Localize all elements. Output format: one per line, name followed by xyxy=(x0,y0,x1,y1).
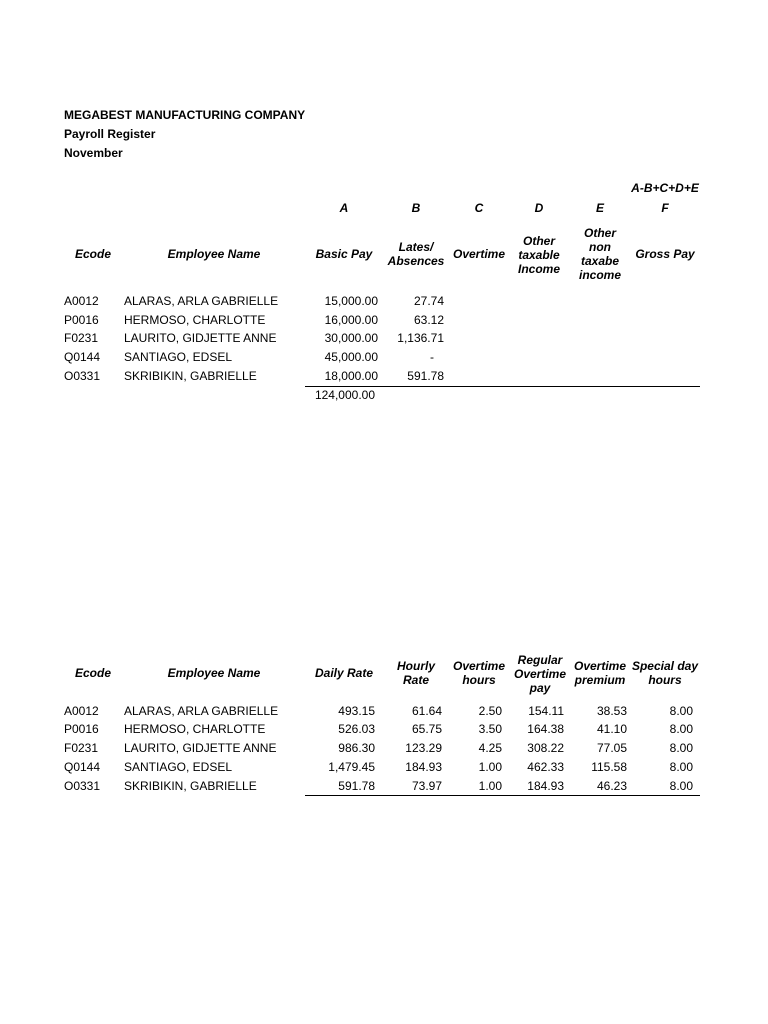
employee-name-cell: SKRIBIKIN, GABRIELLE xyxy=(124,779,257,793)
overtime-hours-cell: 1.00 xyxy=(478,779,502,793)
ecode-cell: Q0144 xyxy=(64,760,101,774)
special-day-hours-cell: 8.00 xyxy=(669,779,693,793)
hourly-rate-cell: 184.93 xyxy=(405,760,442,774)
basic-pay-cell: 18,000.00 xyxy=(324,369,378,383)
regular-overtime-pay-cell: 164.38 xyxy=(527,722,564,736)
total-basic-pay: 124,000.00 xyxy=(314,388,375,402)
overtime-premium-cell: 38.53 xyxy=(596,704,627,718)
header-gross-pay: Gross Pay xyxy=(635,247,695,261)
header2-employee-name: Employee Name xyxy=(167,666,261,680)
report-title: Payroll Register xyxy=(64,127,156,141)
basic-pay-cell: 16,000.00 xyxy=(324,313,378,327)
overtime-hours-cell: 4.25 xyxy=(478,741,502,755)
regular-overtime-pay-cell: 154.11 xyxy=(528,704,564,718)
header2-special-day-hours: Special day hours xyxy=(631,659,699,687)
overtime-premium-cell: 115.58 xyxy=(591,760,627,774)
ecode-cell: A0012 xyxy=(64,704,99,718)
special-day-hours-cell: 8.00 xyxy=(669,722,693,736)
company-name: MEGABEST MANUFACTURING COMPANY xyxy=(64,108,306,122)
regular-overtime-pay-cell: 308.22 xyxy=(527,741,564,755)
header-lates-absences: Lates/ Absences xyxy=(387,240,445,268)
ecode-cell: O0331 xyxy=(64,369,101,383)
special-day-hours-cell: 8.00 xyxy=(669,741,693,755)
daily-rate-cell: 1,479.45 xyxy=(328,760,375,774)
ecode-cell: A0012 xyxy=(64,294,99,308)
daily-rate-cell: 591.78 xyxy=(338,779,375,793)
daily-rate-cell: 493.15 xyxy=(338,704,375,718)
hourly-rate-cell: 73.97 xyxy=(411,779,442,793)
col-letter-b: B xyxy=(411,201,421,215)
employee-name-cell: LAURITO, GIDJETTE ANNE xyxy=(124,331,277,345)
header-employee-name: Employee Name xyxy=(167,247,261,261)
overtime-premium-cell: 77.05 xyxy=(596,741,627,755)
ecode-cell: P0016 xyxy=(64,722,99,736)
employee-name-cell: SKRIBIKIN, GABRIELLE xyxy=(124,369,257,383)
ecode-cell: F0231 xyxy=(64,741,99,755)
col-letter-e: E xyxy=(595,201,605,215)
ecode-cell: Q0144 xyxy=(64,350,101,364)
regular-overtime-pay-cell: 462.33 xyxy=(527,760,564,774)
header2-ecode: Ecode xyxy=(74,666,112,680)
regular-overtime-pay-cell: 184.93 xyxy=(527,779,564,793)
header-other-taxable-income: Other taxable Income xyxy=(517,234,561,276)
employee-name-cell: ALARAS, ARLA GABRIELLE xyxy=(124,294,279,308)
col-letter-a: A xyxy=(339,201,349,215)
overtime-premium-cell: 41.10 xyxy=(596,722,627,736)
table2-bottom-rule xyxy=(305,795,700,796)
header-other-nontaxable-income: Other non taxabe income xyxy=(578,226,622,282)
header2-regular-overtime-pay: Regular Overtime pay xyxy=(513,653,567,695)
header2-overtime-hours: Overtime hours xyxy=(452,659,506,687)
basic-pay-cell: 30,000.00 xyxy=(324,331,378,345)
header2-hourly-rate: Hourly Rate xyxy=(396,659,436,687)
special-day-hours-cell: 8.00 xyxy=(669,704,693,718)
employee-name-cell: LAURITO, GIDJETTE ANNE xyxy=(124,741,277,755)
hourly-rate-cell: 61.64 xyxy=(411,704,442,718)
lates-cell: 1,136.71 xyxy=(397,331,444,345)
ecode-cell: F0231 xyxy=(64,331,99,345)
hourly-rate-cell: 65.75 xyxy=(411,722,442,736)
daily-rate-cell: 986.30 xyxy=(338,741,375,755)
header-overtime: Overtime xyxy=(452,247,506,261)
employee-name-cell: HERMOSO, CHARLOTTE xyxy=(124,722,266,736)
report-period: November xyxy=(64,146,123,160)
lates-cell: 591.78 xyxy=(407,369,444,383)
employee-name-cell: SANTIAGO, EDSEL xyxy=(124,350,233,364)
employee-name-cell: ALARAS, ARLA GABRIELLE xyxy=(124,704,279,718)
header-ecode: Ecode xyxy=(74,247,112,261)
table1-total-rule xyxy=(305,386,700,387)
overtime-hours-cell: 2.50 xyxy=(478,704,502,718)
overtime-hours-cell: 1.00 xyxy=(478,760,502,774)
overtime-hours-cell: 3.50 xyxy=(478,722,502,736)
employee-name-cell: HERMOSO, CHARLOTTE xyxy=(124,313,266,327)
header-basic-pay: Basic Pay xyxy=(315,247,373,261)
col-letter-d: D xyxy=(534,201,544,215)
overtime-premium-cell: 46.23 xyxy=(596,779,627,793)
ecode-cell: O0331 xyxy=(64,779,101,793)
ecode-cell: P0016 xyxy=(64,313,99,327)
gross-formula: A-B+C+D+E xyxy=(631,181,699,195)
special-day-hours-cell: 8.00 xyxy=(669,760,693,774)
header2-daily-rate: Daily Rate xyxy=(314,666,374,680)
col-letter-c: C xyxy=(474,201,484,215)
header2-overtime-premium: Overtime premium xyxy=(573,659,627,687)
col-letter-f: F xyxy=(661,201,669,215)
basic-pay-cell: 15,000.00 xyxy=(324,294,378,308)
basic-pay-cell: 45,000.00 xyxy=(324,350,378,364)
lates-cell: - xyxy=(430,350,434,364)
employee-name-cell: SANTIAGO, EDSEL xyxy=(124,760,233,774)
daily-rate-cell: 526.03 xyxy=(338,722,375,736)
hourly-rate-cell: 123.29 xyxy=(405,741,442,755)
lates-cell: 63.12 xyxy=(413,313,444,327)
lates-cell: 27.74 xyxy=(413,294,444,308)
